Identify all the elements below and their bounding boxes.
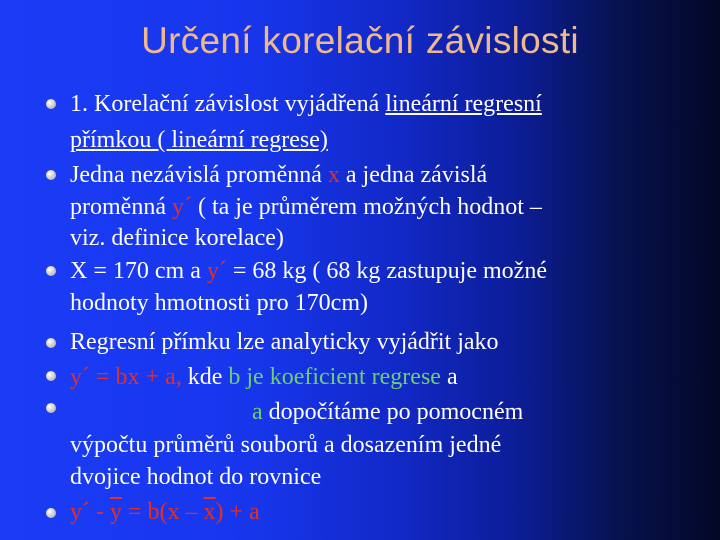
text-span: Jedna nezávislá proměnná bbox=[70, 162, 328, 188]
equation-part: ) + a bbox=[215, 499, 260, 525]
list-item-continuation: viz. definice korelace) bbox=[70, 225, 284, 251]
text-span: X = 170 cm a bbox=[70, 258, 207, 284]
variable-y: y´ bbox=[171, 194, 192, 220]
bullet-dot bbox=[46, 508, 56, 518]
list-item bbox=[70, 89, 542, 119]
equation-part: y´ - bbox=[70, 499, 110, 525]
list-item-continuation: hodnoty hmotnosti pro 170cm) bbox=[70, 290, 368, 316]
list-item: Regresní přímku lze analyticky vyjádřit jako bbox=[70, 329, 499, 355]
coefficient-text: b je koeficient regrese bbox=[228, 364, 441, 390]
text-span: 1. Korelační závislost vyjádřená bbox=[70, 91, 386, 117]
list-item bbox=[70, 256, 547, 286]
text-span: proměnná bbox=[70, 194, 172, 220]
mean-x: $\overline{x}$ bbox=[203, 499, 216, 525]
text-span: dopočítáme po pomocném bbox=[262, 399, 524, 425]
slide-title: Určení korelační závislosti bbox=[141, 20, 579, 61]
text-span: kde bbox=[187, 364, 229, 390]
list-item bbox=[70, 160, 487, 190]
bullet-dot bbox=[46, 403, 56, 413]
list-item bbox=[70, 362, 458, 392]
list-item-continuation: výpočtu průměrů souborů a dosazením jedné bbox=[70, 432, 502, 458]
list-item-continuation: dvojice hodnot do rovnice bbox=[70, 464, 322, 490]
bullet-dot bbox=[46, 170, 56, 180]
text-span: a bbox=[440, 364, 458, 390]
equation-part: = b(x – bbox=[121, 499, 204, 525]
bullet-dot bbox=[46, 338, 56, 348]
equation: y´ = bx + a, bbox=[70, 364, 188, 390]
list-item-continuation bbox=[70, 192, 542, 222]
text-span: ( ta je průměrem možných hodnot – bbox=[191, 194, 542, 220]
mean-y: $\overline{y}$ bbox=[109, 499, 122, 525]
list-item bbox=[70, 497, 260, 527]
bullet-dot bbox=[46, 99, 56, 109]
text-span: = 68 kg ( 68 kg zastupuje možné bbox=[226, 258, 547, 284]
bullet-dot bbox=[46, 371, 56, 381]
variable-a: a bbox=[252, 399, 263, 425]
bullet-dot bbox=[46, 266, 56, 276]
list-item bbox=[252, 397, 523, 427]
underlined-text: lineární regresní bbox=[385, 91, 542, 117]
list-item-continuation: přímkou ( lineární regrese) bbox=[70, 127, 328, 153]
variable-y: y´ bbox=[206, 258, 227, 284]
text-span: a jedna závislá bbox=[339, 162, 488, 188]
variable-x: x bbox=[327, 162, 340, 188]
